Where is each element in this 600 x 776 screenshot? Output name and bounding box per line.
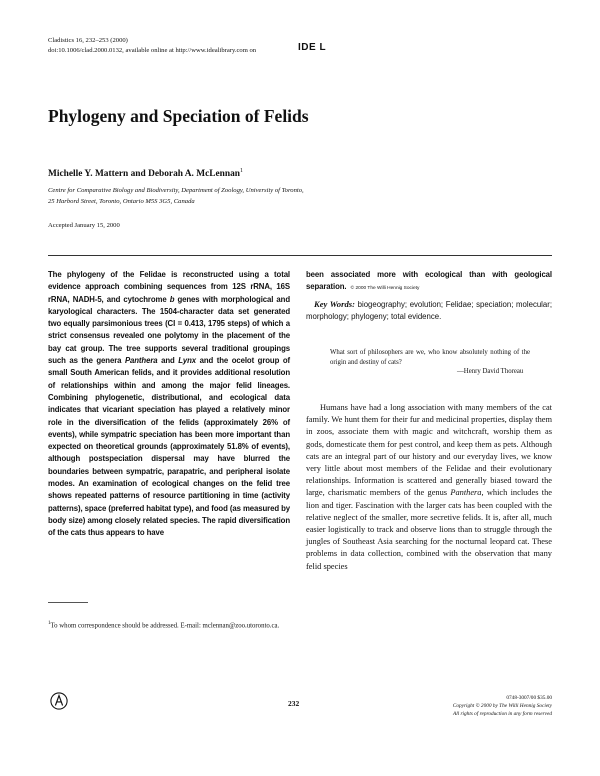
- keywords: [306, 298, 552, 324]
- body-text: , which includes the lion and tiger. Fascination with the larger cats has been coupled with the relative neglect of the smaller, more secretive felids. It is, after all, much easier logistically to track and observe lions than to struggle through the jungles of Southeast Asia searching for the nocturnal leopard cat. These problems in data collection, combined with the observation that many felid species: [306, 488, 552, 571]
- society-copyright: © 2000 The Willi Hennig Society: [350, 286, 420, 292]
- body-text: Humans have had a long association with many members of the cat family. We hunt them for their fur and medicinal properties, display them in zoos, associate them with magic and witchcraft, worship them as gods, domesticate them for pest control, and keep them as pets. Although cats are an integral part of our history and our everyday lives, we know very little about most members of the Felidae and their evolutionary relationships. Information is scattered and generally biased toward the large, charismatic members of the genus: [306, 403, 552, 498]
- authors: [48, 168, 243, 179]
- footnote-divider: [48, 602, 88, 603]
- journal-citation: Cladistics 16, 232–253 (2000): [48, 37, 128, 44]
- affiliation-line-2: 25 Harbord Street, Toronto, Ontario M5S 3G5, Canada: [48, 198, 195, 205]
- abstract-text: The phylogeny of the Felidae is reconstructed using a total evidence approach combining sequences from 12S rRNA, 16S rRNA, NADH-5, and cytochrome: [48, 270, 290, 304]
- abstract-continuation: [306, 269, 552, 296]
- keywords-list: biogeography; evolution; Felidae; speciation; molecular; morphology; phylogeny; total evidence.: [306, 300, 553, 322]
- ideal-logo[interactable]: [298, 40, 326, 54]
- footnote-text: To whom correspondence should be addressed. E-mail: mclennan@zoo.utoronto.ca.: [50, 622, 280, 630]
- affiliation-line-1: Centre for Comparative Biology and Biodiversity, Department of Zoology, University of Toronto,: [48, 187, 304, 194]
- genus-name: Lynx: [178, 356, 197, 366]
- abstract-text: and: [157, 356, 179, 366]
- footnote: [48, 618, 290, 632]
- section-divider: [48, 255, 552, 256]
- genus-name: Panthera: [124, 356, 158, 366]
- footnote-mark: 1: [48, 621, 51, 626]
- page-number: 232: [288, 699, 300, 708]
- ideal-logo-text: IDE L: [298, 41, 327, 53]
- abstract-italic: b: [169, 294, 175, 304]
- abstract: [48, 269, 290, 540]
- abstract-text: genes with morphological and karyological characters. The 1504-character data set generated two equally parsimonious trees (CI = 0.413, 1795 steps) of which a strict consensus revealed one polytomy in the placement of the bay cat group. The tree supports several traditional groupings such as the genera: [48, 294, 290, 366]
- epigraph-quote: What sort of philosophers are we, who know absolutely nothing of the origin and destiny of cats?: [330, 349, 530, 366]
- epigraph-attribution: —Henry David Thoreau: [457, 368, 524, 375]
- accepted-date: Accepted January 15, 2000: [48, 222, 120, 229]
- author-footnote-mark: 1: [240, 168, 244, 174]
- author-names: Michelle Y. Mattern and Deborah A. McLennan: [48, 169, 241, 180]
- keywords-label: Key Words:: [313, 299, 355, 309]
- body-paragraph: [306, 402, 552, 573]
- doi-line: doi:10.1006/clad.2000.0132, available online at http://www.idealibrary.com on: [48, 47, 257, 54]
- abstract-text: been associated more with ecological than with geological separation.: [306, 270, 552, 292]
- copyright-notice: Copyright © 2000 by The Willi Hennig Society: [452, 703, 552, 709]
- rights-notice: All rights of reproduction in any form reserved: [452, 711, 552, 717]
- abstract-text: and the ocelot group of small South American felids, and it provides additional resolution of relationships within and among the major felid lineages. Combining phylogenetic, distributional, and ecological data indicates that vicariant speciation has played a relatively minor role in the diversification of the felids (approximately 26% of events), while sympatric speciation has been more important than expected on theoretical grounds (approximately 51.8% of events), although postspeciation dispersal may have blurred the boundaries between sympatric, parapatric, and peripheral isolate modes. An examination of ecological changes on the felid tree shows repeated patterns of resource partitioning in time (activity patterns), space (preferred habitat type), and food (as measured by body size) among closely related species. The rapid diversification of the cats thus appears to have: [48, 356, 290, 538]
- issn-price: 0748-3007/00 $35.00: [506, 695, 552, 701]
- article-title: Phylogeny and Speciation of Felids: [48, 106, 309, 126]
- publisher-logo-icon: [50, 692, 68, 710]
- genus-name: Panthera: [450, 488, 482, 498]
